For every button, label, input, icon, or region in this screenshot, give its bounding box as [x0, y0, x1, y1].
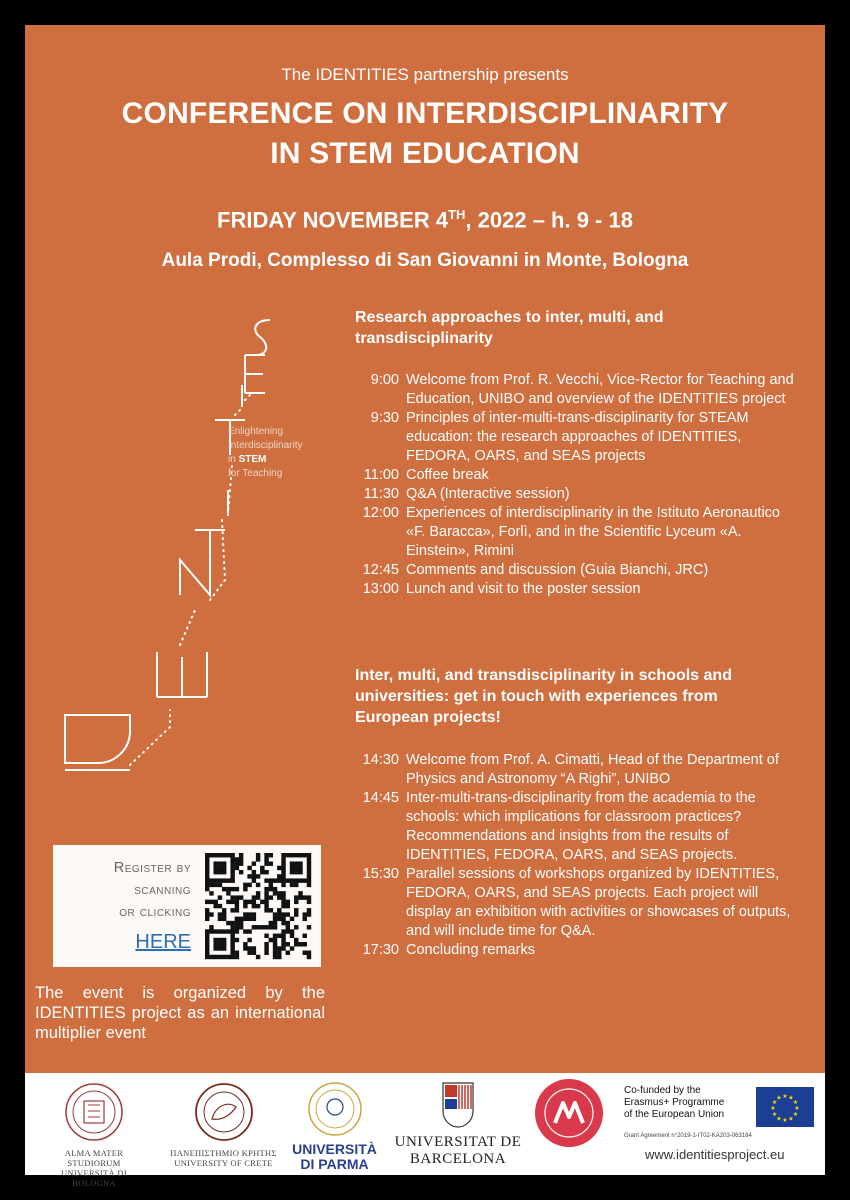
event-date	[25, 207, 825, 233]
logo-tagline	[228, 425, 302, 481]
logo-letter-n	[180, 560, 210, 595]
schedule-row	[355, 466, 800, 485]
schedule-text: Welcome from Prof. R. Vecchi, Vice-Rector for Teaching and Education, UNIBO and overview of the IDENTITIES project	[406, 372, 794, 407]
presenter-line: The IDENTITIES partnership presents	[281, 65, 569, 84]
website-link[interactable]: www.identitiesproject.eu	[645, 1147, 785, 1162]
schedule-text: Coffee break	[406, 467, 489, 483]
register-instructions	[53, 857, 191, 923]
crete-caption-2: UNIVERSITY OF CRETE	[174, 1158, 273, 1168]
parma-caption	[287, 1142, 382, 1172]
logo-university-of-bologna	[39, 1081, 149, 1188]
qr-code[interactable]	[205, 853, 311, 959]
register-line-1: Register by	[113, 860, 191, 876]
section-2-heading: Inter, multi, and transdisciplinarity in schools and universities: get in touch with experiences from European projects!	[355, 667, 732, 726]
schedule-row	[355, 751, 800, 789]
schedule-time: 17:30	[362, 942, 399, 958]
svg-text:★: ★	[788, 1094, 794, 1102]
register-link[interactable]: HERE	[135, 931, 191, 953]
schedule-row	[355, 580, 800, 599]
event-venue: Aula Prodi, Complesso di San Giovanni in Monte, Bologna	[161, 250, 689, 271]
schedule-text: Inter-multi-trans-disciplinarity from the academia to the schools: which implications for classroom practices? Recommendations and insights from the results of IDENTITIES, FEDORA, OARS, and SEAS projects.	[406, 790, 756, 863]
schedule-text: Principles of inter-multi-trans-disciplinarity for STEAM education: the research approaches of IDENTITIES, FEDORA, OARS, and SEAS projects	[406, 410, 749, 464]
svg-text:★: ★	[792, 1111, 799, 1118]
logo-university-of-barcelona	[393, 1081, 523, 1168]
schedule-row	[355, 789, 800, 865]
tagline-line-2: Interdisciplinarity	[228, 440, 303, 451]
tagline-line-3	[228, 453, 302, 467]
eu-flag-icon	[756, 1087, 814, 1127]
svg-text:★: ★	[782, 1117, 788, 1124]
eu-cofunding-text	[624, 1085, 754, 1121]
organizer-note: The event is organized by the IDENTITIES project as an international multiplier event	[35, 984, 325, 1042]
parma-seal-icon	[307, 1081, 363, 1137]
schedule-text: Comments and discussion (Guia Bianchi, JRC)	[406, 562, 709, 578]
logo-letter-e	[157, 652, 207, 697]
poster	[25, 25, 825, 1188]
crete-seal-icon	[194, 1081, 254, 1143]
date-suffix: TH	[448, 207, 466, 222]
tagline-in: in	[228, 454, 239, 465]
tagline-line-4: for Teaching	[228, 468, 283, 479]
schedule-time: 13:00	[362, 581, 399, 597]
bologna-seal-icon	[64, 1081, 124, 1143]
svg-text:★: ★	[771, 1099, 778, 1106]
schedule-time: 11:30	[363, 486, 399, 502]
register-line-2: scanning	[134, 882, 191, 898]
schedule-afternoon	[355, 751, 800, 960]
bologna-caption-1: ALMA MATER STUDIORUM	[64, 1148, 124, 1168]
logo-letter-e2	[245, 355, 265, 393]
date-rest: , 2022 – h. 9 - 18	[465, 207, 633, 233]
schedule-row	[355, 561, 800, 580]
schedule-row	[355, 409, 800, 466]
schedule-row	[355, 485, 800, 504]
logo-letter-t1	[195, 530, 225, 565]
eu-line-3: of the European Union	[624, 1109, 725, 1120]
schedule-time: 12:00	[362, 505, 399, 521]
schedule-time: 11:00	[363, 467, 399, 483]
schedule-text: Welcome from Prof. A. Cimatti, Head of the Department of Physics and Astronomy “A Righi”, UNIBO	[406, 752, 779, 787]
schedule-row	[355, 865, 800, 941]
svg-text:★: ★	[771, 1111, 778, 1118]
partner-logos-footer	[25, 1073, 825, 1188]
svg-text:★: ★	[794, 1105, 800, 1112]
svg-text:★: ★	[770, 1105, 776, 1112]
schedule-text: Lunch and visit to the poster session	[406, 581, 641, 597]
schedule-row	[355, 504, 800, 561]
section-1-heading: Research approaches to inter, multi, and transdisciplinarity	[355, 309, 664, 347]
date-main: FRIDAY NOVEMBER 4	[217, 207, 449, 233]
parma-caption-2: DI PARMA	[300, 1156, 369, 1172]
schedule-time: 15:30	[362, 866, 399, 882]
schedule-time: 14:30	[362, 752, 399, 768]
svg-text:★: ★	[776, 1115, 782, 1123]
barcelona-shield-icon	[441, 1081, 475, 1129]
schedule-time: 12:45	[362, 562, 399, 578]
svg-text:★: ★	[792, 1099, 799, 1106]
crete-caption-1: ΠΑΝΕΠΙΣΤΗΜΙΟ ΚΡΗΤΗΣ	[170, 1148, 277, 1158]
svg-text:★: ★	[776, 1094, 782, 1102]
logo-university-of-parma	[287, 1081, 382, 1172]
tagline-line-1: Enlightening	[228, 426, 284, 437]
schedule-row	[355, 941, 800, 960]
identities-logo	[60, 315, 290, 815]
schedule-text: Concluding remarks	[406, 942, 535, 958]
grant-agreement: Grant Agreement n°2019-1-IT02-KA203-063184	[624, 1133, 752, 1139]
schedule-morning	[355, 371, 800, 599]
eu-line-2: Erasmus+ Programme	[624, 1097, 725, 1108]
montpellier-seal-icon	[533, 1077, 605, 1149]
tagline-stem: STEM	[238, 454, 267, 465]
parma-caption-1: UNIVERSITÀ	[292, 1141, 377, 1157]
logo-letter-s	[255, 320, 270, 355]
svg-text:★: ★	[788, 1115, 794, 1123]
schedule-text: Q&A (Interactive session)	[406, 486, 570, 502]
schedule-time: 9:30	[370, 410, 399, 426]
eu-line-1: Co-funded by the	[624, 1085, 701, 1096]
schedule-text: Parallel sessions of workshops organized by IDENTITIES, FEDORA, OARS, and SEAS projects. Each project will display an exhibition with activities or showcases of outputs, and will include time for Q&A.	[406, 866, 791, 939]
bologna-caption-2: UNIVERSITÀ DI BOLOGNA	[61, 1168, 127, 1188]
logo-university-of-crete	[161, 1081, 286, 1168]
schedule-time: 14:45	[362, 790, 399, 806]
schedule-text: Experiences of interdisciplinarity in the Istituto Aeronautico «F. Baracca», Forlì, and in the Scientific Lyceum «A. Einstein», Rimini	[406, 505, 780, 559]
barcelona-caption	[393, 1134, 523, 1168]
schedule-time: 9:00	[370, 372, 399, 388]
barcelona-caption-1: UNIVERSITAT DE	[394, 1134, 522, 1150]
title-line-2: IN STEM EDUCATION	[270, 137, 580, 170]
svg-text:★: ★	[782, 1093, 788, 1100]
logo-university-of-montpellier	[530, 1077, 608, 1154]
register-box	[53, 845, 321, 967]
schedule-row	[355, 371, 800, 409]
title-line-1: CONFERENCE ON INTERDISCIPLINARITY	[121, 97, 729, 130]
barcelona-caption-2: BARCELONA	[409, 1151, 507, 1167]
logo-letter-d	[65, 715, 130, 763]
register-line-3: or clicking	[119, 904, 191, 920]
